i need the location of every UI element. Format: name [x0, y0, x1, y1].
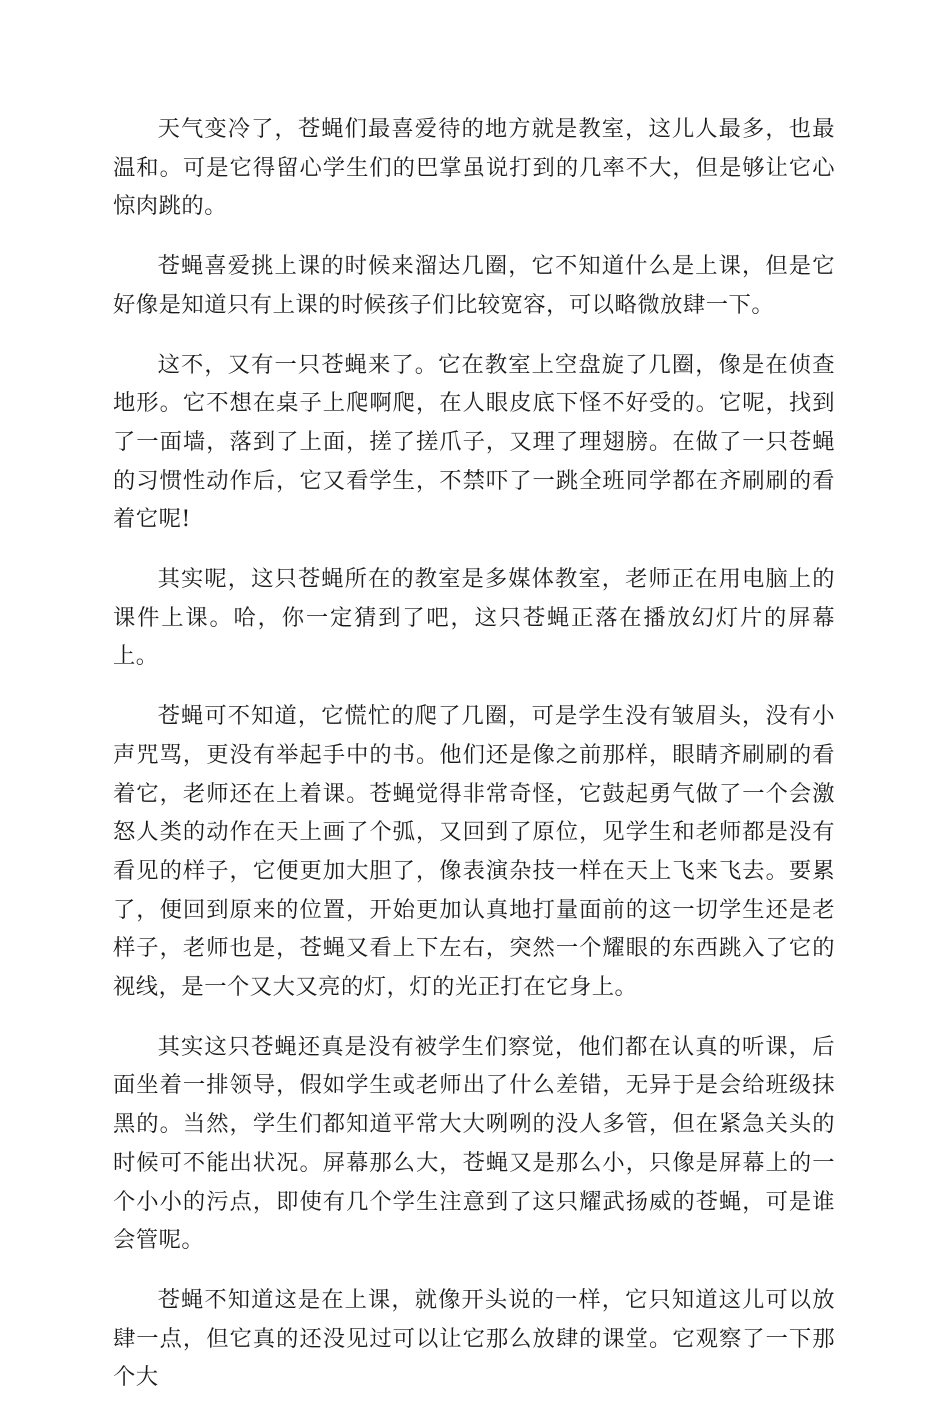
paragraph: 苍蝇不知道这是在上课，就像开头说的一样，它只知道这儿可以放肆一点，但它真的还没见过可以让它那么放肆的课堂。它观察了一下那个大: [113, 1286, 835, 1391]
paragraph: 苍蝇可不知道，它慌忙的爬了几圈，可是学生没有皱眉头，没有小声咒骂，更没有举起手中的书。他们还是像之前那样，眼睛齐刷刷的看着它，老师还在上着课。苍蝇觉得非常奇怪，它鼓起勇气做了一个会激怒人类的动作在天上画了个弧，又回到了原位，见学生和老师都是没有看见的样子，它便更加大胆了，像表演杂技一样在天上飞来飞去。要累了，便回到原来的位置，开始更加认真地打量面前的这一切学生还是老样子，老师也是，苍蝇又看上下左右，突然一个耀眼的东西跳入了它的视线，是一个又大又亮的灯，灯的光正打在它身上。: [113, 703, 835, 1001]
paragraph: 天气变冷了，苍蝇们最喜爱待的地方就是教室，这儿人最多，也最温和。可是它得留心学生们的巴掌虽说打到的几率不大，但是够让它心惊肉跳的。: [113, 116, 835, 220]
document-body: [113, 110, 835, 1418]
paragraph: 其实这只苍蝇还真是没有被学生们察觉，他们都在认真的听课，后面坐着一排领导，假如学生或老师出了什么差错，无异于是会给班级抹黑的。当然，学生们都知道平常大大咧咧的没人多管，但在紧急关头的时候可不能出状况。屏幕那么大，苍蝇又是那么小，只像是屏幕上的一个小小的污点，即使有几个学生注意到了这只耀武扬威的苍蝇，可是谁会管呢。: [113, 1033, 835, 1254]
paragraph: 其实呢，这只苍蝇所在的教室是多媒体教室，老师正在用电脑上的课件上课。哈，你一定猜到了吧，这只苍蝇正落在播放幻灯片的屏幕上。: [113, 566, 835, 670]
paragraph: 这不，又有一只苍蝇来了。它在教室上空盘旋了几圈，像是在侦查地形。它不想在桌子上爬啊爬，在人眼皮底下怪不好受的。它呢，找到了一面墙，落到了上面，搓了搓爪子，又理了理翅膀。在做了一只苍蝇的习惯性动作后，它又看学生，不禁吓了一跳全班同学都在齐刷刷的看着它呢!: [113, 351, 835, 533]
paragraph: 苍蝇喜爱挑上课的时候来溜达几圈，它不知道什么是上课，但是它好像是知道只有上课的时候孩子们比较宽容，可以略微放肆一下。: [113, 253, 835, 318]
